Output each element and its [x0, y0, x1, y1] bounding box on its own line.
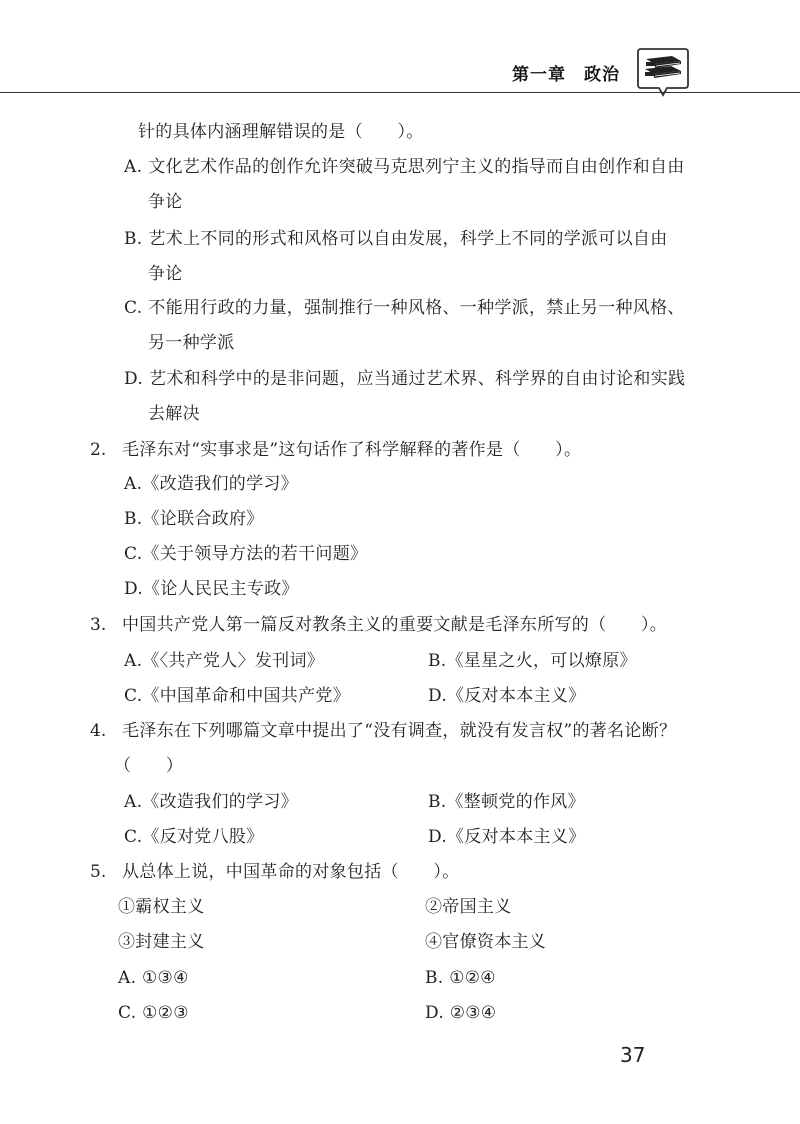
q3-option-d: D.《反对本本主义》: [428, 686, 586, 706]
q5-item-3: ③封建主义: [118, 932, 205, 952]
q4-option-b: B.《整顿党的作风》: [428, 792, 585, 812]
page-number: 37: [620, 1043, 646, 1067]
header-divider: [0, 92, 800, 93]
option-text: 文化艺术作品的创作允许突破马克思列宁主义的指导而自由创作和自由: [148, 157, 685, 177]
q2-option-d: D.《论人民民主专政》: [124, 579, 299, 599]
q1-stem-continued: 针的具体内涵理解错误的是（ ）。: [138, 122, 424, 142]
q4-stem: 毛泽东在下列哪篇文章中提出了“没有调查，就没有发言权”的著名论断？: [122, 721, 677, 741]
q2-option-a: A.《改造我们的学习》: [124, 474, 298, 494]
q1-option-c-cont: 另一种学派: [148, 333, 235, 353]
option-label: A.: [124, 157, 143, 177]
q3-option-c: C.《中国革命和中国共产党》: [124, 686, 351, 706]
option-text: 不能用行政的力量，强制推行一种风格、一种学派，禁止另一种风格、: [148, 298, 685, 318]
option-text: 艺术和科学中的是非问题，应当通过艺术界、科学界的自由讨论和实践: [149, 369, 686, 389]
q4-stem-cont: （ ）: [114, 756, 184, 776]
q3-option-b: B.《星星之火，可以燎原》: [428, 651, 637, 671]
q2-option-b: B.《论联合政府》: [124, 509, 264, 529]
option-text: 艺术上不同的形式和风格可以自由发展，科学上不同的学派可以自由: [148, 229, 668, 249]
q1-option-a: [124, 156, 685, 178]
q4-option-c: C.《反对党八股》: [124, 827, 264, 847]
option-label: B.: [124, 229, 143, 249]
q2-stem: 毛泽东对“实事求是”这句话作了科学解释的著作是（ ）。: [122, 440, 582, 460]
q5-item-1: ①霸权主义: [118, 897, 205, 917]
q5-option-c: C. ①②③: [118, 1003, 189, 1023]
q4-option-d: D.《反对本本主义》: [428, 827, 586, 847]
q5-option-d: D. ②③④: [425, 1003, 497, 1023]
q1-option-c: [124, 297, 685, 319]
q1-option-b-cont: 争论: [148, 264, 183, 284]
q2-option-c: C.《关于领导方法的若干问题》: [124, 544, 368, 564]
q3-number: 3.: [90, 615, 107, 635]
q4-option-a: A.《改造我们的学习》: [124, 792, 298, 812]
q1-option-a-cont: 争论: [148, 192, 183, 212]
q3-option-a: A.《〈共产党人〉发刊词》: [124, 651, 325, 671]
q2-number: 2.: [90, 440, 107, 460]
q1-option-d-cont: 去解决: [148, 404, 200, 424]
option-label: D.: [124, 369, 144, 389]
option-label: C.: [124, 298, 143, 318]
q5-item-4: ④官僚资本主义: [425, 932, 547, 952]
q5-option-a: A. ①③④: [118, 968, 189, 988]
q5-option-b: B. ①②④: [425, 968, 496, 988]
q5-number: 5.: [90, 862, 107, 882]
chapter-title: 第一章 政治: [512, 65, 620, 85]
q1-option-d: [124, 368, 685, 390]
q5-item-2: ②帝国主义: [425, 897, 512, 917]
q1-option-b: [124, 228, 668, 250]
q5-stem: 从总体上说，中国革命的对象包括（ ）。: [122, 862, 460, 882]
q3-stem: 中国共产党人第一篇反对教条主义的重要文献是毛泽东所写的（ ）。: [122, 615, 668, 635]
q4-number: 4.: [90, 721, 107, 741]
